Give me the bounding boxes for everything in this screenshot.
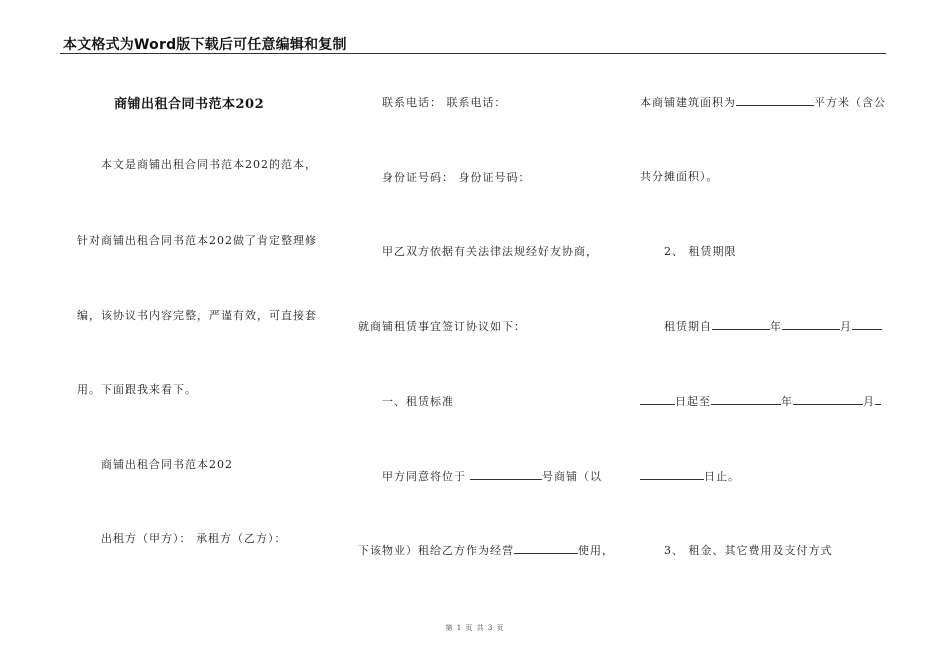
contact-phone-line: 联系电话： 联系电话：: [382, 96, 507, 109]
paragraph-line: [358, 542, 614, 558]
text-fragment: 下该物业）租给乙方作为经营: [358, 544, 514, 557]
paragraph-line: 就商铺租赁事宜签订协议如下：: [358, 320, 526, 333]
document-title: 商铺出租合同书范本202: [114, 97, 265, 112]
fill-in-blank: [712, 319, 770, 330]
paragraph-line: 用。下面跟我来看下。: [77, 383, 197, 396]
paragraph-line: 编，该协议书内容完整，严谨有效，可直接套: [77, 309, 317, 322]
document-banner: 本文格式为Word版下载后可任意编辑和复制: [63, 37, 347, 53]
paragraph-line: 针对商铺出租合同书范本202做了肯定整理修: [77, 234, 317, 247]
fill-in-blank: [711, 394, 781, 405]
fill-in-blank: [782, 319, 840, 330]
fill-in-blank: [640, 469, 704, 480]
paragraph-line: [640, 94, 886, 110]
text-fragment: 平方米（含公: [814, 96, 886, 109]
paragraph-line: 甲乙双方依据有关法律法规经好友协商，: [382, 245, 598, 258]
fill-in-blank: [875, 394, 881, 405]
section-heading: 一、租赁标准: [382, 395, 454, 408]
fill-in-blank: [852, 319, 882, 330]
text-fragment: 月: [840, 320, 852, 333]
paragraph-line: [664, 318, 882, 334]
text-fragment: 租赁期自: [664, 320, 712, 333]
paragraph-line: [640, 468, 740, 484]
section-heading: 3、 租金、其它费用及支付方式: [664, 544, 833, 557]
text-fragment: 年: [770, 320, 782, 333]
text-fragment: 年: [781, 395, 793, 408]
fill-in-blank: [470, 469, 542, 480]
text-fragment: 本商铺建筑面积为: [640, 96, 736, 109]
page-number: 第 1 页 共 3 页: [445, 624, 505, 632]
fill-in-blank: [793, 394, 863, 405]
paragraph-line: [382, 468, 602, 484]
paragraph-line: [640, 393, 881, 409]
text-fragment: 号商铺（以: [542, 470, 602, 483]
party-line: 出租方（甲方）： 承租方（乙方）：: [101, 532, 287, 545]
text-fragment: 日止。: [704, 470, 740, 483]
fill-in-blank: [514, 543, 578, 554]
paragraph-line: 共分摊面积）。: [640, 170, 719, 183]
text-fragment: 月: [863, 395, 875, 408]
text-fragment: 甲方同意将位于: [382, 470, 466, 483]
fill-in-blank: [736, 95, 814, 106]
text-fragment: 使用，: [578, 544, 614, 557]
header-divider: [60, 53, 886, 54]
fill-in-blank: [640, 394, 675, 405]
contract-heading: 商铺出租合同书范本202: [101, 458, 233, 471]
text-fragment: 日起至: [675, 395, 711, 408]
paragraph-line: 本文是商铺出租合同书范本202的范本，: [101, 158, 317, 171]
id-number-line: 身份证号码： 身份证号码：: [382, 171, 531, 184]
section-heading: 2、 租赁期限: [664, 245, 737, 258]
